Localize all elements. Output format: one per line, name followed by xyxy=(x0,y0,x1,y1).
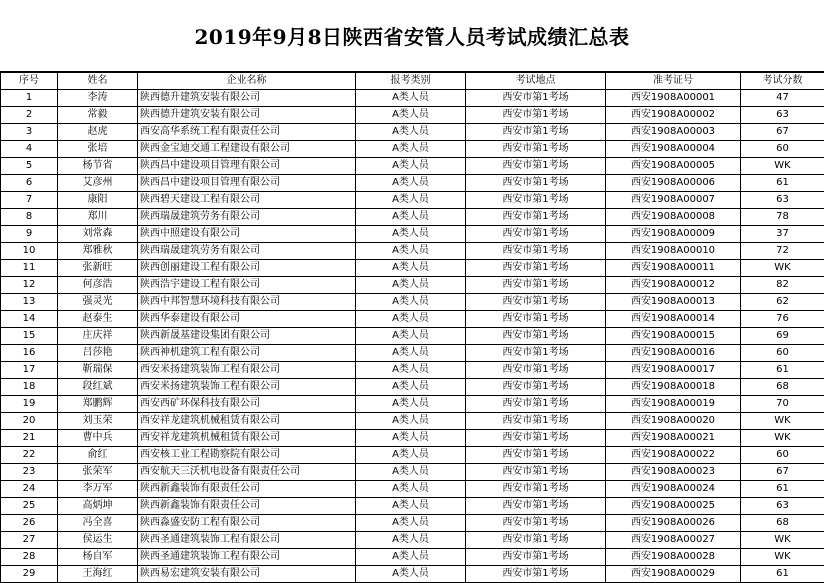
table-row xyxy=(1,566,824,583)
name-cell[interactable]: 侯运生 xyxy=(58,532,138,549)
ticket-cell[interactable]: 西安1908A00001 xyxy=(606,90,741,107)
seq-cell[interactable]: 29 xyxy=(1,566,58,583)
ticket-cell[interactable]: 西安1908A00005 xyxy=(606,158,741,175)
score-cell[interactable]: 72 xyxy=(741,243,824,260)
category-cell[interactable]: A类人员 xyxy=(356,141,466,158)
category-cell[interactable]: A类人员 xyxy=(356,362,466,379)
table-row xyxy=(1,532,824,549)
location-cell[interactable]: 西安市第1考场 xyxy=(466,192,606,209)
location-cell[interactable]: 西安市第1考场 xyxy=(466,549,606,566)
score-cell[interactable]: 61 xyxy=(741,566,824,583)
company-cell[interactable]: 陕西碧天建设工程有限公司 xyxy=(138,192,356,209)
location-cell[interactable]: 西安市第1考场 xyxy=(466,260,606,277)
ticket-cell[interactable]: 西安1908A00004 xyxy=(606,141,741,158)
table-row xyxy=(1,464,824,481)
table-row xyxy=(1,175,824,192)
name-cell[interactable]: 郑鹏辉 xyxy=(58,396,138,413)
header-row xyxy=(1,73,824,90)
score-cell[interactable]: WK xyxy=(741,413,824,430)
seq-cell[interactable]: 14 xyxy=(1,311,58,328)
score-cell[interactable]: 68 xyxy=(741,515,824,532)
table-row xyxy=(1,260,824,277)
location-cell[interactable]: 西安市第1考场 xyxy=(466,515,606,532)
score-cell[interactable]: 61 xyxy=(741,481,824,498)
score-cell[interactable]: 63 xyxy=(741,107,824,124)
seq-cell[interactable]: 25 xyxy=(1,498,58,515)
category-cell[interactable]: A类人员 xyxy=(356,260,466,277)
category-cell[interactable]: A类人员 xyxy=(356,515,466,532)
name-cell[interactable]: 强灵光 xyxy=(58,294,138,311)
location-cell[interactable]: 西安市第1考场 xyxy=(466,90,606,107)
seq-cell[interactable]: 5 xyxy=(1,158,58,175)
location-cell[interactable]: 西安市第1考场 xyxy=(466,277,606,294)
table-row xyxy=(1,141,824,158)
category-cell[interactable]: A类人员 xyxy=(356,243,466,260)
name-cell[interactable]: 赵泰生 xyxy=(58,311,138,328)
company-cell[interactable]: 陕西淼盛安防工程有限公司 xyxy=(138,515,356,532)
score-cell[interactable]: 60 xyxy=(741,141,824,158)
location-cell[interactable]: 西安市第1考场 xyxy=(466,379,606,396)
table-row xyxy=(1,158,824,175)
seq-cell[interactable]: 2 xyxy=(1,107,58,124)
score-cell[interactable]: 78 xyxy=(741,209,824,226)
score-cell[interactable]: WK xyxy=(741,549,824,566)
location-cell[interactable]: 西安市第1考场 xyxy=(466,328,606,345)
name-cell[interactable]: 刘常森 xyxy=(58,226,138,243)
table-body xyxy=(1,90,824,583)
score-cell[interactable]: WK xyxy=(741,260,824,277)
score-cell[interactable]: 67 xyxy=(741,124,824,141)
ticket-cell[interactable]: 西安1908A00017 xyxy=(606,362,741,379)
category-cell[interactable]: A类人员 xyxy=(356,226,466,243)
table-row xyxy=(1,192,824,209)
category-cell[interactable]: A类人员 xyxy=(356,345,466,362)
table-row xyxy=(1,328,824,345)
table-row xyxy=(1,226,824,243)
category-cell[interactable]: A类人员 xyxy=(356,379,466,396)
category-cell[interactable]: A类人员 xyxy=(356,532,466,549)
location-cell[interactable]: 西安市第1考场 xyxy=(466,107,606,124)
company-cell[interactable]: 陕西神机建筑工程有限公司 xyxy=(138,345,356,362)
name-cell[interactable]: 靳瑞保 xyxy=(58,362,138,379)
location-cell[interactable]: 西安市第1考场 xyxy=(466,345,606,362)
table-row xyxy=(1,294,824,311)
ticket-cell[interactable]: 西安1908A00013 xyxy=(606,294,741,311)
name-cell[interactable]: 常毅 xyxy=(58,107,138,124)
name-cell[interactable]: 李涛 xyxy=(58,90,138,107)
name-cell[interactable]: 段红斌 xyxy=(58,379,138,396)
score-cell[interactable]: WK xyxy=(741,158,824,175)
ticket-cell[interactable]: 西安1908A00020 xyxy=(606,413,741,430)
name-cell[interactable]: 康阳 xyxy=(58,192,138,209)
category-cell[interactable]: A类人员 xyxy=(356,192,466,209)
category-cell[interactable]: A类人员 xyxy=(356,209,466,226)
name-cell[interactable]: 郑川 xyxy=(58,209,138,226)
seq-cell[interactable]: 21 xyxy=(1,430,58,447)
table-row xyxy=(1,549,824,566)
location-cell[interactable]: 西安市第1考场 xyxy=(466,243,606,260)
category-cell[interactable]: A类人员 xyxy=(356,549,466,566)
table-row xyxy=(1,447,824,464)
ticket-cell[interactable]: 西安1908A00010 xyxy=(606,243,741,260)
seq-cell[interactable]: 9 xyxy=(1,226,58,243)
seq-cell[interactable]: 24 xyxy=(1,481,58,498)
name-cell[interactable]: 杨节省 xyxy=(58,158,138,175)
header-seq[interactable]: 序号 xyxy=(1,73,58,90)
seq-cell[interactable]: 22 xyxy=(1,447,58,464)
category-cell[interactable]: A类人员 xyxy=(356,396,466,413)
seq-cell[interactable]: 4 xyxy=(1,141,58,158)
ticket-cell[interactable]: 西安1908A00016 xyxy=(606,345,741,362)
score-cell[interactable]: 62 xyxy=(741,294,824,311)
category-cell[interactable]: A类人员 xyxy=(356,481,466,498)
sheet-title: 2019年9月8日陕西省安管人员考试成绩汇总表 xyxy=(0,0,824,72)
ticket-cell[interactable]: 西安1908A00006 xyxy=(606,175,741,192)
header-company[interactable]: 企业名称 xyxy=(138,73,356,90)
name-cell[interactable]: 俞红 xyxy=(58,447,138,464)
score-cell[interactable]: WK xyxy=(741,430,824,447)
name-cell[interactable]: 艾彦州 xyxy=(58,175,138,192)
ticket-cell[interactable]: 西安1908A00007 xyxy=(606,192,741,209)
ticket-cell[interactable]: 西安1908A00024 xyxy=(606,481,741,498)
company-cell[interactable]: 陕西昌中建设项目管理有限公司 xyxy=(138,158,356,175)
seq-cell[interactable]: 8 xyxy=(1,209,58,226)
score-cell[interactable]: 67 xyxy=(741,464,824,481)
ticket-cell[interactable]: 西安1908A00022 xyxy=(606,447,741,464)
location-cell[interactable]: 西安市第1考场 xyxy=(466,124,606,141)
seq-cell[interactable]: 15 xyxy=(1,328,58,345)
ticket-cell[interactable]: 西安1908A00015 xyxy=(606,328,741,345)
seq-cell[interactable]: 11 xyxy=(1,260,58,277)
category-cell[interactable]: A类人员 xyxy=(356,430,466,447)
seq-cell[interactable]: 20 xyxy=(1,413,58,430)
table-row xyxy=(1,243,824,260)
ticket-cell[interactable]: 西安1908A00019 xyxy=(606,396,741,413)
seq-cell[interactable]: 13 xyxy=(1,294,58,311)
ticket-cell[interactable]: 西安1908A00028 xyxy=(606,549,741,566)
company-cell[interactable]: 陕西中邦智慧环境科技有限公司 xyxy=(138,294,356,311)
category-cell[interactable]: A类人员 xyxy=(356,566,466,583)
table-row xyxy=(1,430,824,447)
category-cell[interactable]: A类人员 xyxy=(356,277,466,294)
seq-cell[interactable]: 28 xyxy=(1,549,58,566)
location-cell[interactable]: 西安市第1考场 xyxy=(466,566,606,583)
location-cell[interactable]: 西安市第1考场 xyxy=(466,209,606,226)
location-cell[interactable]: 西安市第1考场 xyxy=(466,294,606,311)
header-ticket[interactable]: 准考证号 xyxy=(606,73,741,90)
company-cell[interactable]: 陕西金宝迪交通工程建设有限公司 xyxy=(138,141,356,158)
location-cell[interactable]: 西安市第1考场 xyxy=(466,226,606,243)
table-row xyxy=(1,481,824,498)
seq-cell[interactable]: 10 xyxy=(1,243,58,260)
table-row xyxy=(1,345,824,362)
company-cell[interactable]: 陕西圣通建筑装饰工程有限公司 xyxy=(138,532,356,549)
header-location[interactable]: 考试地点 xyxy=(466,73,606,90)
seq-cell[interactable]: 18 xyxy=(1,379,58,396)
category-cell[interactable]: A类人员 xyxy=(356,447,466,464)
category-cell[interactable]: A类人员 xyxy=(356,311,466,328)
company-cell[interactable]: 陕西昌中建设项目管理有限公司 xyxy=(138,175,356,192)
company-cell[interactable]: 陕西浩宇建设工程有限公司 xyxy=(138,277,356,294)
company-cell[interactable]: 西安高华系统工程有限责任公司 xyxy=(138,124,356,141)
name-cell[interactable]: 何彦浩 xyxy=(58,277,138,294)
ticket-cell[interactable]: 西安1908A00003 xyxy=(606,124,741,141)
category-cell[interactable]: A类人员 xyxy=(356,328,466,345)
ticket-cell[interactable]: 西安1908A00008 xyxy=(606,209,741,226)
score-cell[interactable]: 69 xyxy=(741,328,824,345)
seq-cell[interactable]: 23 xyxy=(1,464,58,481)
ticket-cell[interactable]: 西安1908A00011 xyxy=(606,260,741,277)
score-cell[interactable]: 37 xyxy=(741,226,824,243)
company-cell[interactable]: 西安米扬建筑装饰工程有限公司 xyxy=(138,379,356,396)
ticket-cell[interactable]: 西安1908A00002 xyxy=(606,107,741,124)
name-cell[interactable]: 刘玉荣 xyxy=(58,413,138,430)
table-row xyxy=(1,90,824,107)
score-cell[interactable]: WK xyxy=(741,532,824,549)
score-cell[interactable]: 63 xyxy=(741,192,824,209)
company-cell[interactable]: 陕西圣通建筑装饰工程有限公司 xyxy=(138,549,356,566)
location-cell[interactable]: 西安市第1考场 xyxy=(466,141,606,158)
name-cell[interactable]: 赵虎 xyxy=(58,124,138,141)
company-cell[interactable]: 陕西易宏建筑安装有限公司 xyxy=(138,566,356,583)
location-cell[interactable]: 西安市第1考场 xyxy=(466,413,606,430)
location-cell[interactable]: 西安市第1考场 xyxy=(466,311,606,328)
category-cell[interactable]: A类人员 xyxy=(356,90,466,107)
category-cell[interactable]: A类人员 xyxy=(356,413,466,430)
company-cell[interactable]: 西安米扬建筑装饰工程有限公司 xyxy=(138,362,356,379)
seq-cell[interactable]: 3 xyxy=(1,124,58,141)
header-name[interactable]: 姓名 xyxy=(58,73,138,90)
category-cell[interactable]: A类人员 xyxy=(356,464,466,481)
table-row xyxy=(1,413,824,430)
name-cell[interactable]: 杨自军 xyxy=(58,549,138,566)
name-cell[interactable]: 郑雅秋 xyxy=(58,243,138,260)
header-score[interactable]: 考试分数 xyxy=(741,73,824,90)
score-cell[interactable]: 60 xyxy=(741,345,824,362)
company-cell[interactable]: 陕西瑞晟建筑劳务有限公司 xyxy=(138,209,356,226)
table-row xyxy=(1,362,824,379)
seq-cell[interactable]: 12 xyxy=(1,277,58,294)
ticket-cell[interactable]: 西安1908A00023 xyxy=(606,464,741,481)
company-cell[interactable]: 西安核工业工程勘察院有限公司 xyxy=(138,447,356,464)
score-cell[interactable]: 63 xyxy=(741,498,824,515)
company-cell[interactable]: 陕西德升建筑安装有限公司 xyxy=(138,107,356,124)
company-cell[interactable]: 陕西中照建设有限公司 xyxy=(138,226,356,243)
company-cell[interactable]: 陕西瑞晟建筑劳务有限公司 xyxy=(138,243,356,260)
company-cell[interactable]: 陕西新晟基建设集团有限公司 xyxy=(138,328,356,345)
score-cell[interactable]: 76 xyxy=(741,311,824,328)
location-cell[interactable]: 西安市第1考场 xyxy=(466,362,606,379)
score-cell[interactable]: 60 xyxy=(741,447,824,464)
table-row xyxy=(1,107,824,124)
ticket-cell[interactable]: 西安1908A00026 xyxy=(606,515,741,532)
table-row xyxy=(1,498,824,515)
category-cell[interactable]: A类人员 xyxy=(356,107,466,124)
seq-cell[interactable]: 27 xyxy=(1,532,58,549)
name-cell[interactable]: 高炳坤 xyxy=(58,498,138,515)
location-cell[interactable]: 西安市第1考场 xyxy=(466,498,606,515)
ticket-cell[interactable]: 西安1908A00027 xyxy=(606,532,741,549)
location-cell[interactable]: 西安市第1考场 xyxy=(466,158,606,175)
score-cell[interactable]: 47 xyxy=(741,90,824,107)
seq-cell[interactable]: 19 xyxy=(1,396,58,413)
category-cell[interactable]: A类人员 xyxy=(356,124,466,141)
ticket-cell[interactable]: 西安1908A00012 xyxy=(606,277,741,294)
table-row xyxy=(1,379,824,396)
ticket-cell[interactable]: 西安1908A00009 xyxy=(606,226,741,243)
name-cell[interactable]: 张培 xyxy=(58,141,138,158)
ticket-cell[interactable]: 西安1908A00018 xyxy=(606,379,741,396)
score-cell[interactable]: 70 xyxy=(741,396,824,413)
company-cell[interactable]: 西安祥龙建筑机械租赁有限公司 xyxy=(138,430,356,447)
table-row xyxy=(1,277,824,294)
location-cell[interactable]: 西安市第1考场 xyxy=(466,447,606,464)
company-cell[interactable]: 陕西德升建筑安装有限公司 xyxy=(138,90,356,107)
results-table xyxy=(0,72,824,583)
name-cell[interactable]: 庄庆祥 xyxy=(58,328,138,345)
score-cell[interactable]: 68 xyxy=(741,379,824,396)
score-cell[interactable]: 61 xyxy=(741,175,824,192)
table-row xyxy=(1,311,824,328)
location-cell[interactable]: 西安市第1考场 xyxy=(466,396,606,413)
company-cell[interactable]: 陕西新鑫装饰有限责任公司 xyxy=(138,481,356,498)
header-category[interactable]: 报考类别 xyxy=(356,73,466,90)
location-cell[interactable]: 西安市第1考场 xyxy=(466,532,606,549)
name-cell[interactable]: 曹中兵 xyxy=(58,430,138,447)
ticket-cell[interactable]: 西安1908A00029 xyxy=(606,566,741,583)
category-cell[interactable]: A类人员 xyxy=(356,175,466,192)
ticket-cell[interactable]: 西安1908A00025 xyxy=(606,498,741,515)
table-row xyxy=(1,124,824,141)
company-cell[interactable]: 西安祥龙建筑机械租赁有限公司 xyxy=(138,413,356,430)
ticket-cell[interactable]: 西安1908A00014 xyxy=(606,311,741,328)
name-cell[interactable]: 王海红 xyxy=(58,566,138,583)
location-cell[interactable]: 西安市第1考场 xyxy=(466,481,606,498)
score-cell[interactable]: 61 xyxy=(741,362,824,379)
company-cell[interactable]: 陕西创丽建设工程有限公司 xyxy=(138,260,356,277)
category-cell[interactable]: A类人员 xyxy=(356,294,466,311)
company-cell[interactable]: 陕西新鑫装饰有限责任公司 xyxy=(138,498,356,515)
name-cell[interactable]: 张新旺 xyxy=(58,260,138,277)
seq-cell[interactable]: 7 xyxy=(1,192,58,209)
name-cell[interactable]: 张荣军 xyxy=(58,464,138,481)
seq-cell[interactable]: 17 xyxy=(1,362,58,379)
name-cell[interactable]: 李万军 xyxy=(58,481,138,498)
score-cell[interactable]: 82 xyxy=(741,277,824,294)
company-cell[interactable]: 西安航天三沃机电设备有限责任公司 xyxy=(138,464,356,481)
table-row xyxy=(1,396,824,413)
seq-cell[interactable]: 16 xyxy=(1,345,58,362)
ticket-cell[interactable]: 西安1908A00021 xyxy=(606,430,741,447)
company-cell[interactable]: 陕西华泰建设有限公司 xyxy=(138,311,356,328)
seq-cell[interactable]: 1 xyxy=(1,90,58,107)
location-cell[interactable]: 西安市第1考场 xyxy=(466,430,606,447)
category-cell[interactable]: A类人员 xyxy=(356,158,466,175)
table-row xyxy=(1,209,824,226)
seq-cell[interactable]: 26 xyxy=(1,515,58,532)
category-cell[interactable]: A类人员 xyxy=(356,498,466,515)
table-row xyxy=(1,515,824,532)
location-cell[interactable]: 西安市第1考场 xyxy=(466,175,606,192)
name-cell[interactable]: 吕莎艳 xyxy=(58,345,138,362)
location-cell[interactable]: 西安市第1考场 xyxy=(466,464,606,481)
name-cell[interactable]: 冯全喜 xyxy=(58,515,138,532)
company-cell[interactable]: 西安西矿环保科技有限公司 xyxy=(138,396,356,413)
seq-cell[interactable]: 6 xyxy=(1,175,58,192)
